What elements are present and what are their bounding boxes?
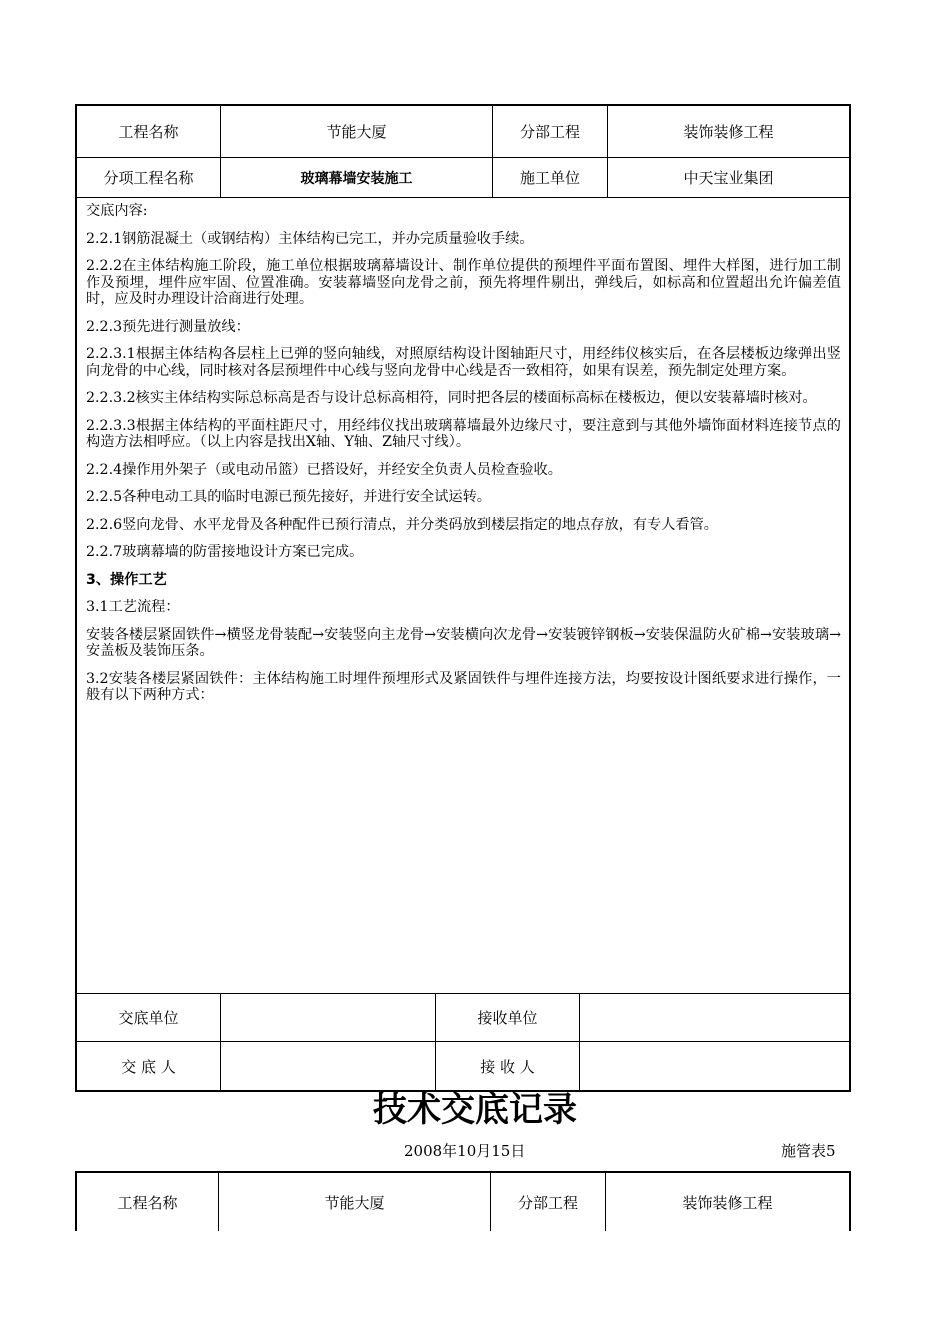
- briefing-content: [77, 198, 849, 994]
- receiver-unit-label: 接收单位: [436, 994, 580, 1041]
- subitem-row: [77, 158, 849, 198]
- content-heading: 交底内容:: [86, 203, 148, 219]
- project-name-label: 工程名称: [77, 1173, 219, 1231]
- content-paragraph: 2.2.2在主体结构施工阶段，施工单位根据玻璃幕墙设计、制作单位提供的预埋件平面布置图、埋件大样图，进行加工制作及预埋，埋件应牢固、位置准确。安装幕墙竖向龙骨之前，预先将埋件剔出，弹线后，如标高和位置超出允许偏差值时，应及时办理设计洽商进行处理。: [86, 258, 841, 307]
- issuer-unit-label: 交底单位: [77, 994, 221, 1041]
- content-paragraph: 2.2.5各种电动工具的临时电源已预先接好，并进行安全试运转。: [86, 489, 491, 505]
- division-label: 分部工程: [491, 1173, 606, 1231]
- contractor-label: 施工单位: [493, 158, 608, 197]
- issuer-unit-value: [221, 994, 436, 1041]
- section-title: 3、操作工艺: [86, 571, 167, 588]
- record-date: 2008年10月15日: [404, 1142, 526, 1160]
- project-name-value: 节能大厦: [221, 106, 493, 157]
- content-paragraph: 3.2安装各楼层紧固铁件：主体结构施工时埋件预埋形式及紧固铁件与埋件连接方法，均要按设计图纸要求进行操作，一般有以下两种方式：: [86, 670, 841, 703]
- content-paragraph: 2.2.3.2核实主体结构实际总标高是否与设计总标高相符，同时把各层的楼面标高标在楼板边，便以安装幕墙时核对。: [86, 390, 817, 406]
- content-paragraph: 2.2.4操作用外架子（或电动吊篮）已搭设好，并经安全负责人员检查验收。: [86, 461, 562, 478]
- project-info-row: [77, 106, 849, 158]
- receiver-unit-value: [580, 994, 849, 1041]
- form-number: 施管表5: [781, 1142, 836, 1160]
- page-title: 技术交底记录: [373, 1090, 577, 1130]
- subitem-value: 玻璃幕墙安装施工: [221, 158, 493, 197]
- division-label: 分部工程: [493, 106, 608, 157]
- issuer-person-label: 交 底 人: [77, 1042, 221, 1090]
- sign-unit-row: [77, 994, 849, 1042]
- content-paragraph: 2.2.6竖向龙骨、水平龙骨及各种配件已预行清点，并分类码放到楼层指定的地点存放，有专人看管。: [86, 516, 718, 533]
- second-form-header: [75, 1171, 851, 1231]
- technical-briefing-form: [75, 104, 851, 1092]
- subitem-label: 分项工程名称: [77, 158, 221, 197]
- content-paragraph: 2.2.3.3根据主体结构的平面柱距尺寸，用经纬仪找出玻璃幕墙最外边缘尺寸，要注意到与其他外墙饰面材料连接节点的构造方法相呼应。（以上内容是找出X轴、Y轴、Z轴尺寸线）。: [86, 417, 841, 450]
- content-paragraph: 安装各楼层紧固铁件→横竖龙骨装配→安装竖向主龙骨→安装横向次龙骨→安装镀锌钢板→安装保温防火矿棉→安装玻璃→安盖板及装饰压条。: [86, 626, 841, 659]
- project-name-label: 工程名称: [77, 106, 221, 157]
- project-name-value: 节能大厦: [219, 1173, 491, 1231]
- receiver-person-label: 接 收 人: [436, 1042, 580, 1090]
- contractor-value: 中天宝业集团: [683, 169, 774, 187]
- content-paragraph: 3.1工艺流程：: [86, 599, 180, 615]
- content-paragraph: 2.2.3预先进行测量放线：: [86, 318, 250, 335]
- division-value: 装饰装修工程: [683, 123, 774, 141]
- content-paragraph: 2.2.7玻璃幕墙的防雷接地设计方案已完成。: [86, 544, 364, 560]
- content-paragraph: 2.2.3.1根据主体结构各层柱上已弹的竖向轴线，对照原结构设计图轴距尺寸，用经纬仪核实后，在各层楼板边缘弹出竖向龙骨的中心线，同时核对各层预埋件中心线与竖向龙骨中心线是否一致相符，如果有误差，预先制定处理方案。: [86, 346, 841, 379]
- content-paragraph: 2.2.1钢筋混凝土（或钢结构）主体结构已完工，并办完质量验收手续。: [86, 230, 534, 247]
- division-value: 装饰装修工程: [682, 1193, 773, 1212]
